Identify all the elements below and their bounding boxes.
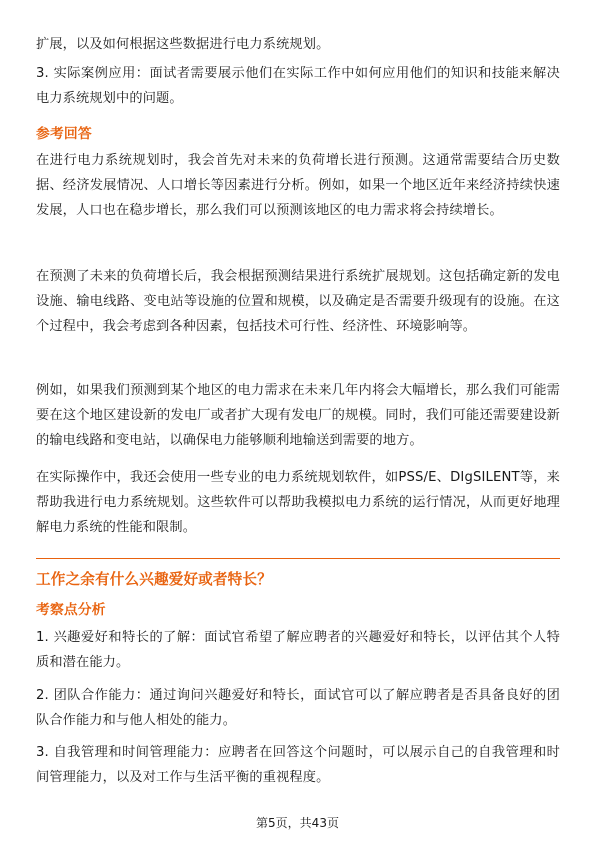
section-divider xyxy=(36,558,560,559)
reference-answer-heading: 参考回答 xyxy=(36,126,92,142)
reference-paragraph-4: 在实际操作中，我还会使用一些专业的电力系统规划软件，如PSS/E、DIgSILENT等，来帮助我进行电力系统规划。这些软件可以帮助我模拟电力系统的运行情况，从而更好地理解电力系统的性能和限制。 xyxy=(36,470,560,535)
reference-paragraph-1: 在进行电力系统规划时，我会首先对未来的负荷增长进行预测。这通常需要结合历史数据、经济发展情况、人口增长等因素进行分析。例如，如果一个地区近年来经济持续快速发展，人口也在稳步增长，那么我们可以预测该地区的电力需求将会持续增长。 xyxy=(36,153,560,218)
analysis-item-3: 3. 自我管理和时间管理能力：应聘者在回答这个问题时，可以展示自己的自我管理和时间管理能力，以及对工作与生活平衡的重视程度。 xyxy=(36,745,560,785)
page-number: 第5页，共43页 xyxy=(256,816,339,830)
analysis-heading: 考察点分析 xyxy=(36,602,106,618)
intro-continued-line: 扩展，以及如何根据这些数据进行电力系统规划。 xyxy=(36,37,330,52)
question-title: 工作之余有什么兴趣爱好或者特长？ xyxy=(36,571,272,588)
analysis-item-2: 2. 团队合作能力：通过询问兴趣爱好和特长，面试官可以了解应聘者是否具备良好的团队合作能力和与他人相处的能力。 xyxy=(36,688,560,728)
intro-item-3: 3. 实际案例应用：面试者需要展示他们在实际工作中如何应用他们的知识和技能来解决电力系统规划中的问题。 xyxy=(36,66,560,106)
reference-paragraph-2: 在预测了未来的负荷增长后，我会根据预测结果进行系统扩展规划。这包括确定新的发电设施、输电线路、变电站等设施的位置和规模，以及确定是否需要升级现有的设施。在这个过程中，我会考虑到各种因素，包括技术可行性、经济性、环境影响等。 xyxy=(36,269,560,334)
analysis-item-1: 1. 兴趣爱好和特长的了解：面试官希望了解应聘者的兴趣爱好和特长，以评估其个人特质和潜在能力。 xyxy=(36,630,560,670)
reference-paragraph-3: 例如，如果我们预测到某个地区的电力需求在未来几年内将会大幅增长，那么我们可能需要在这个地区建设新的发电厂或者扩大现有发电厂的规模。同时，我们可能还需要建设新的输电线路和变电站，以确保电力能够顺利地输送到需要的地方。 xyxy=(36,383,560,448)
